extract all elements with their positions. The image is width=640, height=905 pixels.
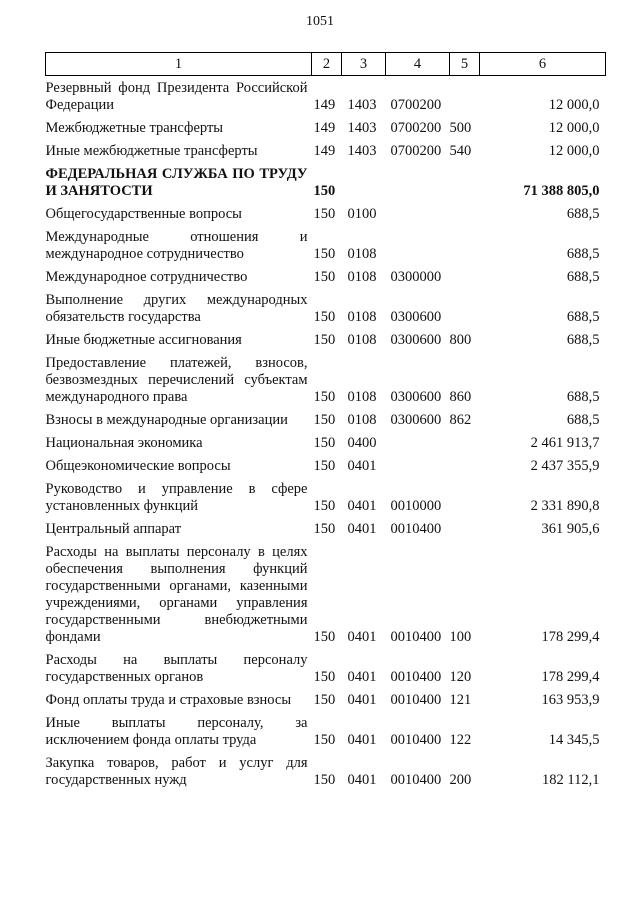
row-expense-type xyxy=(450,166,480,206)
row-name: Предоставление платежей, взносов, безвозмездных перечислений субъектам международного права xyxy=(45,355,308,405)
table-row xyxy=(46,166,606,206)
row-expense-type: 500 xyxy=(449,120,472,136)
row-name: Расходы на выплаты персоналу государственных органов xyxy=(45,652,308,685)
row-section-code: 0108 xyxy=(347,269,377,285)
row-expense-type xyxy=(450,521,480,544)
row-expense-type xyxy=(450,458,480,481)
table-row xyxy=(46,229,606,269)
header-col-2: 2 xyxy=(312,53,342,76)
table-row xyxy=(46,652,606,692)
row-section-code: 0401 xyxy=(347,772,377,788)
table-row xyxy=(46,521,606,544)
row-gr-code: 150 xyxy=(313,183,336,199)
row-target-article xyxy=(386,435,450,458)
header-col-4: 4 xyxy=(386,53,450,76)
header-col-1: 1 xyxy=(46,53,312,76)
row-expense-type xyxy=(450,481,480,521)
row-target-article: 0700200 xyxy=(390,97,442,113)
row-section-code: 1403 xyxy=(347,143,377,159)
table-row xyxy=(46,332,606,355)
row-gr-code: 150 xyxy=(313,246,336,262)
row-target-article xyxy=(386,206,450,229)
row-expense-type: 121 xyxy=(449,692,472,708)
row-expense-type xyxy=(450,292,480,332)
row-name: Иные выплаты персоналу, за исключением фонда оплаты труда xyxy=(45,715,308,748)
row-name: Закупка товаров, работ и услуг для государственных нужд xyxy=(45,755,308,788)
row-name: Национальная экономика xyxy=(45,435,203,451)
row-target-article: 0010400 xyxy=(390,521,442,537)
table-row xyxy=(46,692,606,715)
row-name: Иные бюджетные ассигнования xyxy=(45,332,242,348)
row-gr-code: 150 xyxy=(313,629,336,645)
row-target-article: 0010400 xyxy=(390,692,442,708)
row-gr-code: 150 xyxy=(313,498,336,514)
row-section-code: 1403 xyxy=(347,97,377,113)
row-amount: 688,5 xyxy=(566,246,600,262)
row-target-article: 0300000 xyxy=(390,269,442,285)
row-section-code: 0401 xyxy=(347,521,377,537)
table-row xyxy=(46,481,606,521)
row-name: Общеэкономические вопросы xyxy=(45,458,231,474)
row-target-article: 0010400 xyxy=(390,772,442,788)
row-expense-type: 860 xyxy=(449,389,472,405)
row-target-article: 0300600 xyxy=(390,332,442,348)
row-section-code: 0108 xyxy=(347,389,377,405)
row-amount: 163 953,9 xyxy=(541,692,600,708)
row-expense-type: 122 xyxy=(449,732,472,748)
row-amount: 688,5 xyxy=(566,309,600,325)
row-name: Международные отношения и международное сотрудничество xyxy=(45,229,308,262)
row-target-article: 0010400 xyxy=(390,629,442,645)
row-expense-type xyxy=(450,269,480,292)
row-amount: 688,5 xyxy=(566,412,600,428)
row-name: ФЕДЕРАЛЬНАЯ СЛУЖБА ПО ТРУДУ И ЗАНЯТОСТИ xyxy=(45,166,308,199)
page-number: 1051 xyxy=(306,14,334,29)
row-amount: 2 461 913,7 xyxy=(530,435,600,451)
row-amount: 182 112,1 xyxy=(542,772,600,788)
row-amount: 14 345,5 xyxy=(548,732,600,748)
row-target-article: 0010000 xyxy=(390,498,442,514)
row-expense-type: 800 xyxy=(449,332,472,348)
table-row xyxy=(46,435,606,458)
row-gr-code: 150 xyxy=(313,521,336,537)
row-section-code: 0401 xyxy=(347,629,377,645)
row-expense-type: 540 xyxy=(449,143,472,159)
row-expense-type: 100 xyxy=(449,629,472,645)
table-row xyxy=(46,80,606,120)
row-section-code: 0108 xyxy=(347,412,377,428)
row-section-code xyxy=(342,166,386,206)
row-gr-code: 149 xyxy=(313,97,336,113)
row-name: Общегосударственные вопросы xyxy=(45,206,242,222)
row-section-code: 0108 xyxy=(347,309,377,325)
row-name: Фонд оплаты труда и страховые взносы xyxy=(45,692,292,708)
row-target-article: 0010400 xyxy=(390,732,442,748)
row-target-article: 0300600 xyxy=(390,389,442,405)
row-section-code: 0401 xyxy=(347,458,377,474)
row-name: Иные межбюджетные трансферты xyxy=(45,143,258,159)
row-expense-type: 200 xyxy=(449,772,472,788)
row-gr-code: 150 xyxy=(313,692,336,708)
table-row xyxy=(46,269,606,292)
row-expense-type xyxy=(450,80,480,120)
row-section-code: 0401 xyxy=(347,692,377,708)
row-amount: 688,5 xyxy=(566,389,600,405)
table-row xyxy=(46,355,606,412)
row-target-article: 0010400 xyxy=(390,669,442,685)
row-target-article: 0700200 xyxy=(390,143,442,159)
row-name: Международное сотрудничество xyxy=(45,269,248,285)
row-amount: 2 331 890,8 xyxy=(530,498,600,514)
row-section-code: 0400 xyxy=(347,435,377,451)
row-expense-type: 862 xyxy=(449,412,472,428)
row-expense-type: 120 xyxy=(449,669,472,685)
row-gr-code: 150 xyxy=(313,332,336,348)
table-row xyxy=(46,544,606,652)
row-amount: 178 299,4 xyxy=(541,669,600,685)
table-row xyxy=(46,206,606,229)
row-section-code: 0108 xyxy=(347,246,377,262)
row-section-code: 0100 xyxy=(347,206,377,222)
table-row xyxy=(46,412,606,435)
row-gr-code: 150 xyxy=(313,732,336,748)
table-row xyxy=(46,755,606,795)
table-row xyxy=(46,292,606,332)
row-amount: 688,5 xyxy=(566,269,600,285)
row-name: Расходы на выплаты персоналу в целях обеспечения выполнения функций государственными органами, казенными учреждениями, органами управления государственными внебюджетными фондами xyxy=(45,544,308,645)
header-col-5: 5 xyxy=(450,53,480,76)
row-name: Взносы в международные организации xyxy=(45,412,288,428)
row-section-code: 0401 xyxy=(347,498,377,514)
row-gr-code: 150 xyxy=(313,309,336,325)
row-gr-code: 150 xyxy=(313,669,336,685)
row-target-article: 0700200 xyxy=(390,120,442,136)
row-gr-code: 150 xyxy=(313,389,336,405)
row-name: Резервный фонд Президента Российской Федерации xyxy=(45,80,308,113)
row-amount: 12 000,0 xyxy=(548,97,600,113)
row-expense-type xyxy=(450,206,480,229)
row-gr-code: 150 xyxy=(313,269,336,285)
row-amount: 178 299,4 xyxy=(541,629,600,645)
row-amount: 688,5 xyxy=(566,206,600,222)
row-amount: 12 000,0 xyxy=(548,120,600,136)
row-section-code: 0401 xyxy=(347,732,377,748)
row-section-code: 0108 xyxy=(347,332,377,348)
row-gr-code: 150 xyxy=(313,458,336,474)
row-gr-code: 150 xyxy=(313,435,336,451)
table-row xyxy=(46,120,606,143)
row-amount: 688,5 xyxy=(566,332,600,348)
row-gr-code: 149 xyxy=(313,143,336,159)
row-gr-code: 149 xyxy=(313,120,336,136)
row-gr-code: 150 xyxy=(313,412,336,428)
row-target-article xyxy=(386,166,450,206)
table-header xyxy=(46,53,606,76)
row-name: Выполнение других международных обязательств государства xyxy=(45,292,308,325)
row-expense-type xyxy=(450,229,480,269)
row-gr-code: 150 xyxy=(313,772,336,788)
row-name: Центральный аппарат xyxy=(45,521,182,537)
table-body xyxy=(46,76,606,796)
budget-table xyxy=(45,52,606,795)
row-gr-code: 150 xyxy=(313,206,336,222)
row-name: Межбюджетные трансферты xyxy=(45,120,224,136)
row-section-code: 1403 xyxy=(347,120,377,136)
table-row xyxy=(46,143,606,166)
row-amount: 71 388 805,0 xyxy=(523,183,600,199)
row-amount: 12 000,0 xyxy=(548,143,600,159)
row-amount: 2 437 355,9 xyxy=(530,458,600,474)
row-name: Руководство и управление в сфере установленных функций xyxy=(45,481,308,514)
row-amount: 361 905,6 xyxy=(541,521,600,537)
row-target-article: 0300600 xyxy=(390,309,442,325)
row-expense-type xyxy=(450,435,480,458)
row-target-article: 0300600 xyxy=(390,412,442,428)
row-target-article xyxy=(386,229,450,269)
header-col-3: 3 xyxy=(342,53,386,76)
table-row xyxy=(46,458,606,481)
header-col-6: 6 xyxy=(480,53,606,76)
row-section-code: 0401 xyxy=(347,669,377,685)
table-row xyxy=(46,715,606,755)
row-target-article xyxy=(386,458,450,481)
